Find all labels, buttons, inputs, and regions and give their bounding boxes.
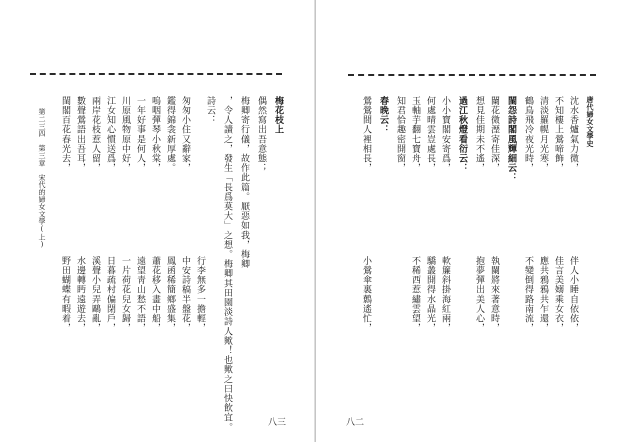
text-line: 不稀西惹繡雲望，: [410, 256, 420, 333]
poem-title: 春晚云：: [378, 96, 388, 135]
prose-line: ，令人讀之，發生「長爲莫大」之想。梅卿其田園淡詩人歟！也歟之曰快飲宜。: [222, 96, 232, 432]
poem-title: 閨怨詩閣風輝細云：: [506, 96, 516, 183]
prose-line: 偶然寫出吾意態；: [256, 96, 266, 173]
header-rule: [348, 74, 596, 76]
poem-line: 中安詩稿半盤花，: [180, 256, 190, 333]
text-line: 抱夢彈出美人心，: [474, 256, 484, 333]
poem-line: 一片荷花兒女歸，: [120, 256, 130, 333]
text-line: 佳言美嫋乘女衣，: [553, 256, 563, 333]
text-line: 鶯鶯間人裡相長，: [361, 96, 371, 173]
text-line: 鶴鳥飛冷夜光時，: [523, 96, 533, 173]
text-line: 應共鴉鴉共乍還，: [538, 256, 548, 333]
poem-line: 匆匆小住又辭家，: [180, 96, 190, 173]
poem-line: 數聲鶯語出吾耳，: [75, 96, 85, 173]
poem-line: 日暮疏村偏閉戶，: [105, 256, 115, 333]
text-line: 清淡羅幌月光寒，: [538, 96, 548, 173]
running-head: 第二三四 第三章 宋代的婦女文學(上): [38, 108, 46, 249]
prose-line: 詩云：: [205, 96, 215, 125]
poem-line: 閨閣百花春光去，: [60, 96, 70, 173]
text-line: 不知樓上鶯啼飾，: [553, 96, 563, 173]
text-line: 闌花微溼寄佳深，: [489, 96, 499, 173]
text-line: 何處晴雲豈處長，: [425, 96, 435, 173]
text-line: 小小寶閣安寄爲，: [440, 96, 450, 173]
section-heading: 梅花枝上: [273, 96, 283, 135]
prose-line: 梅卿寄行儀，故作此篇。厭惡如我，梅卿: [239, 96, 249, 269]
poem-line: 鑑得錦衾新厚處。: [165, 96, 175, 173]
poem-line: 水邊轉眄遠遊去，: [75, 256, 85, 333]
running-head: 唐代婦女文學史: [586, 96, 595, 148]
header-rule: [30, 73, 282, 75]
poem-title: 過江秋燈看衍云：: [457, 96, 467, 173]
right-page: [316, 0, 630, 442]
text-line: 玉軸芋翻七寶舟，: [410, 96, 420, 173]
page-number: 八二: [346, 418, 365, 428]
poem-line: 一年好事是何人，: [135, 96, 145, 173]
page-number: 八三: [268, 418, 287, 428]
text-line: 知君恰趣密開窗，: [395, 96, 405, 173]
poem-line: 鳳函稀簡鄉盛集，: [165, 256, 175, 333]
text-line: 沈水香爐氣力微，: [568, 96, 578, 173]
poem-line: 江女知心慣送爲，: [105, 96, 115, 173]
text-line: 小鶯傘裏鷯遙忙，: [361, 256, 371, 333]
poem-line: 蕭花移入畫中船，: [150, 256, 160, 333]
poem-line: 行李無多一擔輕，: [195, 256, 205, 333]
poem-line: 野田蝴蝶有暇着，: [60, 256, 70, 333]
text-line: 想見佳期未不遙，: [474, 96, 484, 173]
text-line: 驕叢開得水晶光，: [425, 256, 435, 333]
text-line: 不變倒得路南流，: [523, 256, 533, 333]
poem-line: 兩岸花枝惹人留，: [90, 96, 100, 173]
text-line: 伴人小睡自依依，: [568, 256, 578, 333]
text-line: 軟簾斜掛海紅兩，: [440, 256, 450, 333]
poem-line: 川原風物原中好，: [120, 96, 130, 173]
poem-line: 溪聲小兒弄鷗亂，: [90, 256, 100, 333]
poem-line: 遠望靑山愁不語，: [135, 256, 145, 333]
text-line: 執闌將來著意時，: [489, 256, 499, 333]
poem-line: 嗚咽彈琴小秋棠，: [150, 96, 160, 173]
